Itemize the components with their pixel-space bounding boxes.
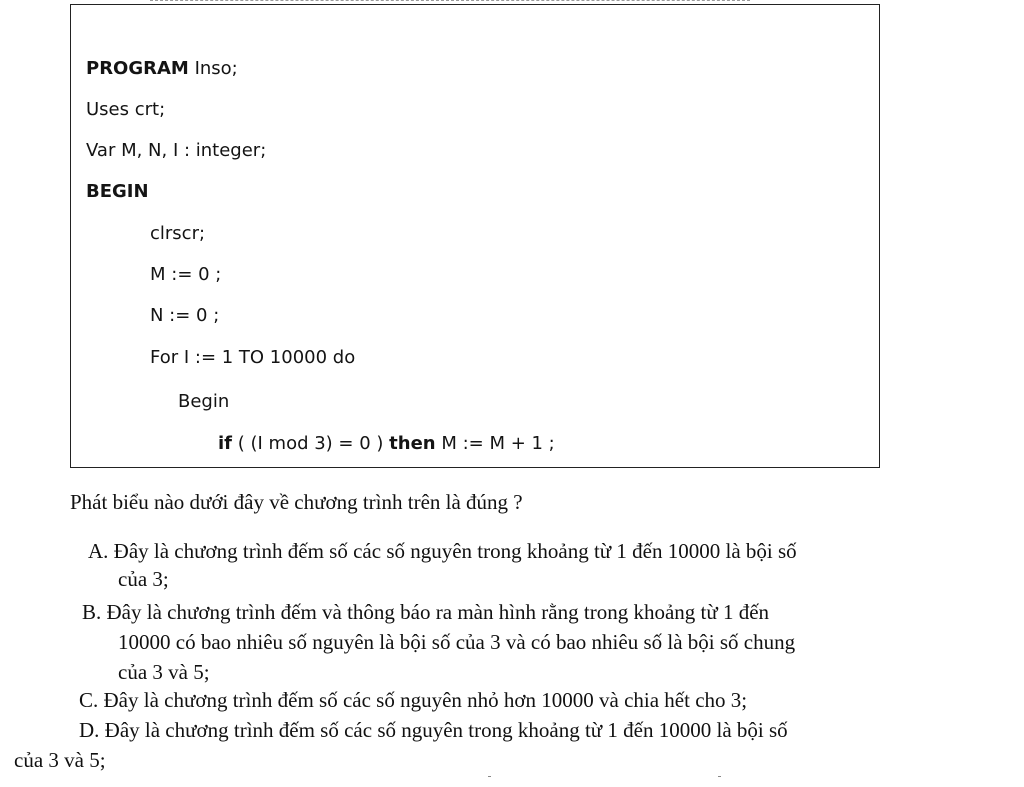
code-line-m-init: M := 0 ; xyxy=(150,264,222,285)
code-line-n-init: N := 0 ; xyxy=(150,305,220,326)
code-line-var: Var M, N, I : integer; xyxy=(86,140,267,161)
option-b-line-2: 10000 có bao nhiêu số nguyên là bội số của 3 và có bao nhiêu số là bội số chung xyxy=(118,630,796,654)
option-c-line-1: C. Đây là chương trình đếm số các số nguyên nhỏ hơn 10000 và chia hết cho 3; xyxy=(79,688,748,712)
code-line-begin: BEGIN xyxy=(86,181,149,202)
code-line-clrscr: clrscr; xyxy=(150,223,206,244)
code-line-inner-begin: Begin xyxy=(178,391,230,412)
top-divider xyxy=(150,0,750,2)
option-b-line-3: của 3 và 5; xyxy=(118,660,210,684)
code-line-if: if ( (I mod 3) = 0 ) then M := M + 1 ; xyxy=(218,433,555,454)
code-line-program: PROGRAM Inso; xyxy=(86,58,238,79)
option-b-line-1: B. Đây là chương trình đếm và thông báo ra màn hình rằng trong khoảng từ 1 đến xyxy=(82,600,770,624)
question-text: Phát biểu nào dưới đây về chương trình trên là đúng ? xyxy=(70,490,523,514)
option-a-line-2: của 3; xyxy=(118,567,169,591)
option-d-line-1: D. Đây là chương trình đếm số các số nguyên trong khoảng từ 1 đến 10000 là bội số xyxy=(79,718,788,742)
option-d-line-2: của 3 và 5; xyxy=(14,748,106,772)
bottom-mark xyxy=(488,776,491,777)
bottom-mark xyxy=(718,776,721,777)
keyword-program: PROGRAM xyxy=(86,58,189,79)
option-a-line-1: A. Đây là chương trình đếm số các số nguyên trong khoảng từ 1 đến 10000 là bội số xyxy=(88,539,797,563)
keyword-then: then xyxy=(389,433,436,454)
code-line-for: For I := 1 TO 10000 do xyxy=(150,347,356,368)
code-line-uses: Uses crt; xyxy=(86,99,166,120)
keyword-if: if xyxy=(218,433,233,454)
